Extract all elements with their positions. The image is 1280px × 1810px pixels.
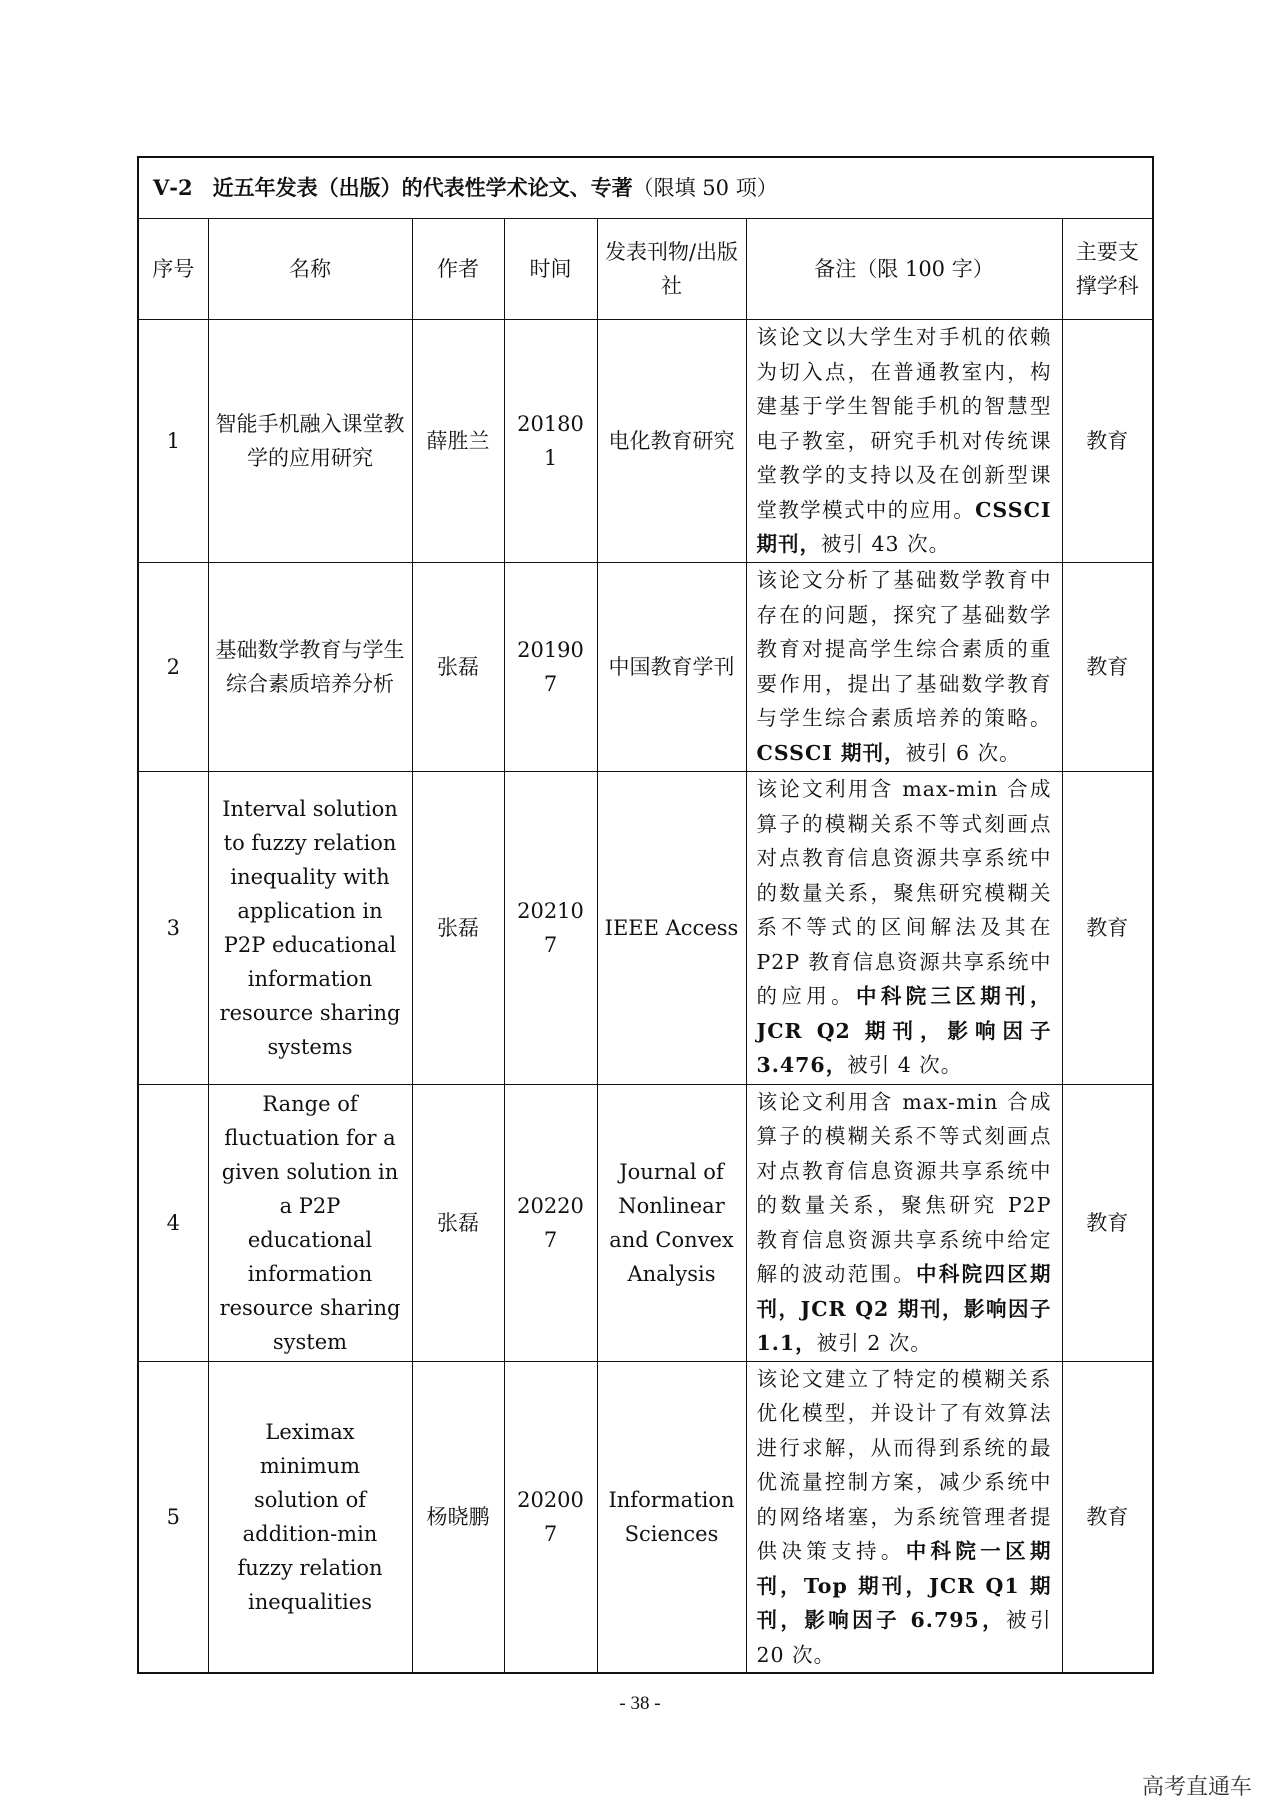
note-tail: 被引 2 次。 [816,1331,932,1355]
note-text: 该论文利用含 max-min 合成算子的模糊关系不等式刻画点对点教育信息资源共享系统中的数量关系，聚焦研究 P2P 教育信息资源共享系统中给定解的波动范围。 [756,1089,1052,1286]
cell-discipline: 教育 [1062,562,1153,771]
cell-author: 张磊 [412,1084,504,1361]
note-text: 该论文分析了基础数学教育中存在的问题，探究了基础数学教育对提高学生综合素质的重要作用，提出了基础数学教育与学生综合素质培养的策略。 [756,568,1052,730]
section-code: Ⅴ-2 [153,175,193,200]
table-row [138,771,1153,1084]
cell-name: 基础数学教育与学生综合素质培养分析 [208,562,412,771]
note-bold: 中科院四区期刊，JCR Q2 期刊，影响因子 1.1， [756,1262,1052,1355]
note-text: 该论文利用含 max-min 合成算子的模糊关系不等式刻画点对点教育信息资源共享系统中的数量关系，聚焦研究模糊关系不等式的区间解法及其在 P2P 教育信息资源共享系统中的应用。 [756,777,1052,1009]
note-text: 该论文建立了特定的模糊关系优化模型，并设计了有效算法进行求解，从而得到系统的最优流量控制方案，减少系统中的网络堵塞，为系统管理者提供决策支持。 [756,1366,1052,1563]
cell-index: 5 [138,1361,208,1673]
page-number: - 38 - [619,1693,661,1714]
note-tail: 被引 4 次。 [847,1053,963,1078]
cell-index: 4 [138,1084,208,1361]
cell-note [746,1361,1062,1673]
cell-journal: 中国教育学刊 [597,562,746,771]
cell-author: 张磊 [412,771,504,1084]
cell-index: 2 [138,562,208,771]
section-caption [138,157,1153,219]
cell-journal: IEEE Access [597,771,746,1084]
cell-journal: 电化教育研究 [597,320,746,563]
cell-discipline: 教育 [1062,1084,1153,1361]
cell-date: 201801 [504,320,597,563]
watermark: 高考直通车 [1141,1775,1252,1800]
cell-author: 杨晓鹏 [412,1361,504,1673]
cell-name: Range of fluctuation for a given solution in a P2P educational information resource sharing system [208,1084,412,1361]
cell-journal: Journal of Nonlinear and Convex Analysis [597,1084,746,1361]
cell-index: 1 [138,320,208,563]
note-bold: CSSCI 期刊， [756,497,1052,556]
note-text: 该论文以大学生对手机的依赖为切入点，在普通教室内，构建基于学生智能手机的智慧型电子教室，研究手机对传统课堂教学的支持以及在创新型课堂教学模式中的应用。 [756,325,1052,522]
note-tail: 被引 6 次。 [905,740,1021,765]
cell-note [746,320,1062,563]
note-tail: 被引 43 次。 [821,532,951,556]
cell-note [746,1084,1062,1361]
cell-journal: Information Sciences [597,1361,746,1673]
cell-date: 202007 [504,1361,597,1673]
col-header-journal: 发表刊物/出版社 [597,219,746,320]
table-row [138,562,1153,771]
cell-discipline: 教育 [1062,771,1153,1084]
section-title: 近五年发表（出版）的代表性学术论文、专著 [212,175,633,200]
table-header [138,219,1153,320]
note-bold: CSSCI 期刊， [756,740,906,765]
cell-note [746,562,1062,771]
cell-author: 薛胜兰 [412,320,504,563]
table-row [138,1084,1153,1361]
publications-table [137,156,1154,1674]
cell-discipline: 教育 [1062,320,1153,563]
cell-index: 3 [138,771,208,1084]
cell-note [746,771,1062,1084]
note-tail: 被引 20 次。 [756,1608,1052,1667]
cell-date: 201907 [504,562,597,771]
table-row [138,320,1153,563]
section-limit: （限填 50 项） [632,176,778,200]
col-header-date: 时间 [504,219,597,320]
table-row [138,1361,1153,1673]
cell-discipline: 教育 [1062,1361,1153,1673]
note-bold: 中科院三区期刊，JCR Q2 期刊，影响因子 3.476， [756,984,1052,1078]
col-header-name: 名称 [208,219,412,320]
col-header-author: 作者 [412,219,504,320]
col-header-note: 备注（限 100 字） [746,219,1062,320]
cell-date: 202107 [504,771,597,1084]
cell-name: Leximax minimum solution of addition-min fuzzy relation inequalities [208,1361,412,1673]
note-bold: 中科院一区期刊，Top 期刊，JCR Q1 期刊，影响因子 6.795， [756,1539,1052,1632]
col-header-discipline: 主要支撑学科 [1062,219,1153,320]
cell-name: Interval solution to fuzzy relation inequality with application in P2P educational information resource sharing systems [208,771,412,1084]
col-header-index: 序号 [138,219,208,320]
cell-name: 智能手机融入课堂教学的应用研究 [208,320,412,563]
cell-date: 202207 [504,1084,597,1361]
cell-author: 张磊 [412,562,504,771]
